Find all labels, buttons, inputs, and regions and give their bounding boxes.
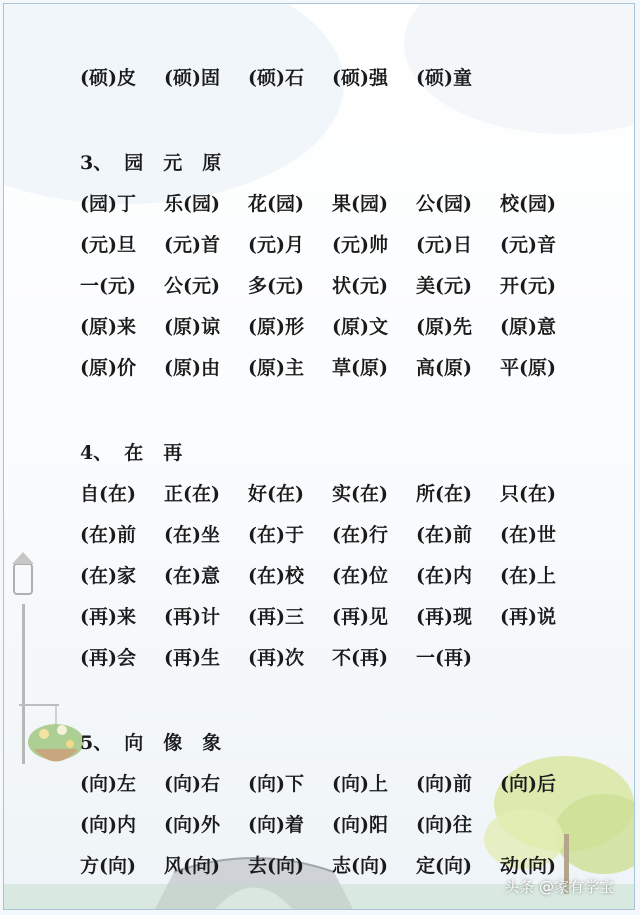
word-cell: 平(原) xyxy=(500,357,556,379)
page-frame xyxy=(3,3,635,910)
word-cell: (元)帅 xyxy=(332,234,388,256)
section-number: 4、 xyxy=(80,442,113,464)
word-cell: (元)月 xyxy=(248,234,304,256)
word-cell: (在)内 xyxy=(416,565,472,587)
word-cell: (原)形 xyxy=(248,316,304,338)
word-cell: (向)前 xyxy=(416,773,472,795)
word-cell: (硕)童 xyxy=(416,67,472,89)
word-cell: (在)坐 xyxy=(164,524,220,546)
word-cell: (原)来 xyxy=(80,316,136,338)
section-char: 再 xyxy=(163,442,183,464)
word-cell: 校(园) xyxy=(500,193,556,215)
word-cell: (在)上 xyxy=(500,565,556,587)
word-cell: 不(再) xyxy=(332,647,388,669)
word-cell: (在)校 xyxy=(248,565,304,587)
section-char: 象 xyxy=(202,732,222,754)
word-cell: 草(原) xyxy=(332,357,388,379)
word-cell: 多(元) xyxy=(248,275,304,297)
word-row xyxy=(80,264,600,305)
word-row xyxy=(80,803,600,844)
word-row xyxy=(80,762,600,803)
word-cell: 一(元) xyxy=(80,275,136,297)
section-char: 元 xyxy=(163,152,183,174)
word-cell: (原)价 xyxy=(80,357,136,379)
word-cell: 风(向) xyxy=(164,855,220,877)
word-cell: 志(向) xyxy=(332,855,388,877)
word-cell: 只(在) xyxy=(500,483,556,505)
word-cell: (在)家 xyxy=(80,565,136,587)
word-cell: 好(在) xyxy=(248,483,304,505)
section-heading xyxy=(80,141,600,182)
word-cell: (向)下 xyxy=(248,773,304,795)
word-cell: (再)次 xyxy=(248,647,304,669)
word-cell: (元)首 xyxy=(164,234,220,256)
watermark: 头条 @家有学宝 xyxy=(504,878,614,896)
word-cell: (原)文 xyxy=(332,316,388,338)
word-cell: 果(园) xyxy=(332,193,388,215)
word-cell: (在)于 xyxy=(248,524,304,546)
section-char: 在 xyxy=(124,442,144,464)
word-cell: 公(元) xyxy=(164,275,220,297)
word-cell: (园)丁 xyxy=(80,193,136,215)
word-cell: (向)着 xyxy=(248,814,304,836)
word-cell: (向)后 xyxy=(500,773,556,795)
word-row xyxy=(80,182,600,223)
word-cell: (原)意 xyxy=(500,316,556,338)
word-cell: (在)世 xyxy=(500,524,556,546)
content-area xyxy=(80,56,600,885)
word-cell: 所(在) xyxy=(416,483,472,505)
word-cell: (再)计 xyxy=(164,606,220,628)
word-cell: (在)前 xyxy=(80,524,136,546)
word-cell: (向)往 xyxy=(416,814,472,836)
word-cell: (再)现 xyxy=(416,606,472,628)
word-row xyxy=(80,346,600,387)
word-row xyxy=(80,305,600,346)
word-cell: 一(再) xyxy=(416,647,472,669)
word-row xyxy=(80,513,600,554)
word-cell: 美(元) xyxy=(416,275,472,297)
section-number: 5、 xyxy=(80,732,113,754)
word-cell: (硕)强 xyxy=(332,67,388,89)
word-row xyxy=(80,223,600,264)
word-cell: (硕)石 xyxy=(248,67,304,89)
word-cell: 动(向) xyxy=(500,855,556,877)
word-cell: (再)见 xyxy=(332,606,388,628)
section-heading xyxy=(80,721,600,762)
word-cell: (在)行 xyxy=(332,524,388,546)
section-char: 原 xyxy=(202,152,222,174)
word-cell: (原)主 xyxy=(248,357,304,379)
word-row xyxy=(80,554,600,595)
section-char: 向 xyxy=(124,732,144,754)
word-cell: 正(在) xyxy=(164,483,220,505)
section-char: 园 xyxy=(124,152,144,174)
word-cell: (原)谅 xyxy=(164,316,220,338)
word-row xyxy=(80,595,600,636)
flower-basket-icon xyxy=(28,706,84,762)
word-cell: (在)意 xyxy=(164,565,220,587)
word-cell: 花(园) xyxy=(248,193,304,215)
word-cell: (元)日 xyxy=(416,234,472,256)
word-cell: (元)旦 xyxy=(80,234,136,256)
word-cell: (向)外 xyxy=(164,814,220,836)
word-cell: (元)音 xyxy=(500,234,556,256)
word-cell: (再)生 xyxy=(164,647,220,669)
top-row xyxy=(80,56,600,97)
word-cell: 状(元) xyxy=(332,275,388,297)
word-cell: 乐(园) xyxy=(164,193,220,215)
word-cell: 定(向) xyxy=(416,855,472,877)
word-cell: (再)会 xyxy=(80,647,136,669)
word-row xyxy=(80,472,600,513)
word-cell: (在)前 xyxy=(416,524,472,546)
section-heading xyxy=(80,431,600,472)
word-cell: (再)三 xyxy=(248,606,304,628)
section-number: 3、 xyxy=(80,152,113,174)
word-cell: 实(在) xyxy=(332,483,388,505)
word-cell: (硕)皮 xyxy=(80,67,136,89)
word-cell: (向)左 xyxy=(80,773,136,795)
word-cell: 去(向) xyxy=(248,855,304,877)
word-cell: (原)由 xyxy=(164,357,220,379)
word-cell: 开(元) xyxy=(500,275,556,297)
word-cell: (向)右 xyxy=(164,773,220,795)
word-cell: 公(园) xyxy=(416,193,472,215)
word-cell: (再)说 xyxy=(500,606,556,628)
word-cell: 方(向) xyxy=(80,855,136,877)
word-cell: (硕)固 xyxy=(164,67,220,89)
word-cell: 自(在) xyxy=(80,483,136,505)
word-cell: (在)位 xyxy=(332,565,388,587)
word-cell: (向)阳 xyxy=(332,814,388,836)
word-cell: 高(原) xyxy=(416,357,472,379)
word-cell: (向)内 xyxy=(80,814,136,836)
word-row xyxy=(80,636,600,677)
word-cell: (原)先 xyxy=(416,316,472,338)
section-char: 像 xyxy=(163,732,183,754)
word-cell: (再)来 xyxy=(80,606,136,628)
word-cell: (向)上 xyxy=(332,773,388,795)
